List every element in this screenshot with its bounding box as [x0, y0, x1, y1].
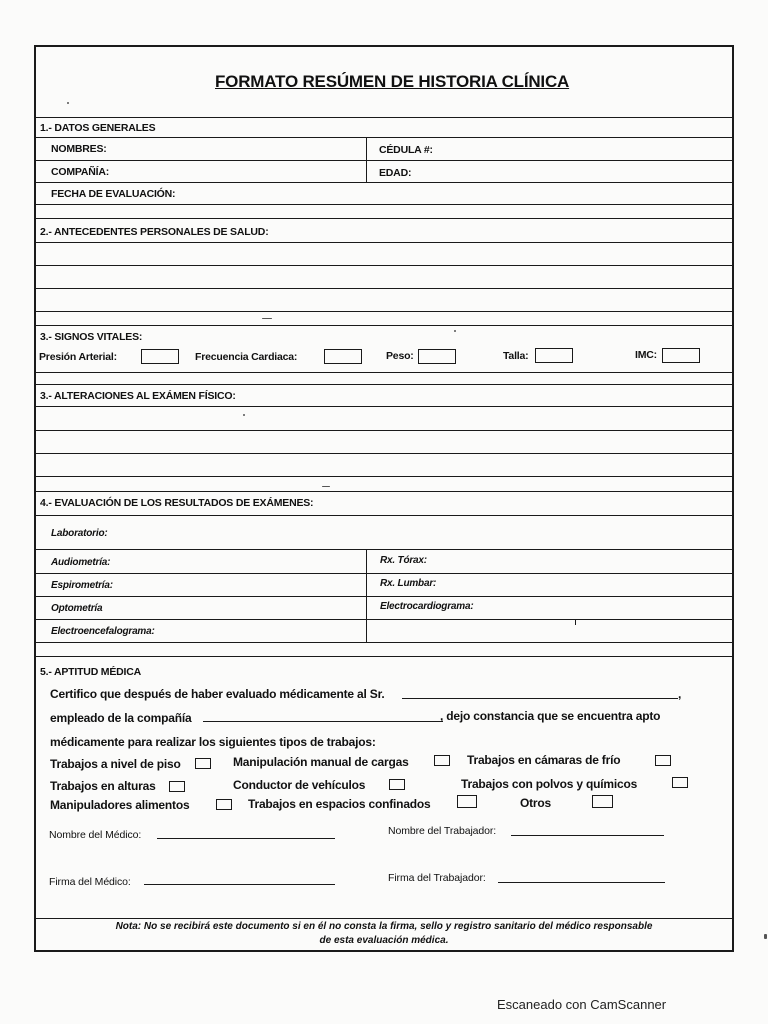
firma-trabajador-label: Firma del Trabajador:: [388, 872, 486, 884]
job-camaras-label: Trabajos en cámaras de frío: [467, 753, 621, 767]
job-conductor-label: Conductor de vehículos: [233, 778, 366, 792]
firma-medico-blank[interactable]: [144, 884, 335, 885]
presion-arterial-field[interactable]: [141, 349, 179, 364]
divider: [35, 656, 734, 657]
job-conductor-checkbox[interactable]: [389, 779, 405, 790]
job-alimentos-checkbox[interactable]: [216, 799, 232, 810]
rx-torax-label: Rx. Tórax:: [380, 555, 427, 566]
note-line-1: Nota: No se recibirá este documento si en él no consta la firma, sello y registro sanitario del médico responsable: [115, 921, 653, 932]
imc-field[interactable]: [662, 348, 700, 363]
divider: [35, 453, 734, 454]
optometria-label: Optometría: [51, 603, 103, 614]
divider: [35, 384, 734, 385]
firma-trabajador-blank[interactable]: [498, 882, 665, 883]
divider: [35, 242, 734, 243]
scan-speck: [243, 414, 245, 416]
divider: [35, 204, 734, 205]
scan-speck: [67, 102, 69, 104]
espirometria-label: Espirometría:: [51, 580, 113, 591]
divider: [35, 325, 734, 326]
scanner-watermark: Escaneado con CamScanner: [497, 997, 667, 1012]
note-line-2: de esta evaluación médica.: [319, 935, 449, 946]
divider: [35, 430, 734, 431]
divider: [35, 406, 734, 407]
compania-blank[interactable]: [203, 721, 443, 722]
job-piso-label: Trabajos a nivel de piso: [50, 757, 181, 771]
nombre-medico-label: Nombre del Médico:: [49, 829, 142, 841]
nombres-label: NOMBRES:: [51, 143, 107, 155]
column-divider: [575, 619, 576, 625]
scan-speck: [454, 330, 456, 332]
section-3b-heading: 3.- ALTERACIONES AL EXÁMEN FÍSICO:: [40, 390, 236, 402]
scan-speck: [764, 934, 767, 939]
rx-lumbar-label: Rx. Lumbar:: [380, 578, 437, 589]
job-manipulacion-label: Manipulación manual de cargas: [233, 755, 409, 769]
nombre-trabajador-blank[interactable]: [511, 835, 664, 836]
section-3-heading: 3.- SIGNOS VITALES:: [40, 331, 143, 343]
constancia-text: , dejo constancia que se encuentra apto: [440, 709, 661, 723]
section-4-heading: 4.- EVALUACIÓN DE LOS RESULTADOS DE EXÁMENES:: [40, 497, 314, 509]
divider: [35, 372, 734, 373]
fecha-evaluacion-label: FECHA DE EVALUACIÓN:: [51, 188, 176, 200]
audiometria-label: Audiometría:: [51, 557, 111, 568]
job-manipulacion-checkbox[interactable]: [434, 755, 450, 766]
compania-label: COMPAÑÍA:: [51, 166, 110, 178]
certifico-text: Certifico que después de haber evaluado médicamente al Sr.: [50, 687, 385, 701]
job-camaras-checkbox[interactable]: [655, 755, 671, 766]
firma-medico-label: Firma del Médico:: [49, 876, 131, 888]
divider: [35, 619, 734, 620]
divider: [35, 549, 734, 550]
divider: [35, 265, 734, 266]
divider: [35, 642, 734, 643]
divider: [35, 288, 734, 289]
imc-label: IMC:: [635, 349, 657, 361]
job-polvos-label: Trabajos con polvos y químicos: [461, 777, 638, 791]
presion-arterial-label: Presión Arterial:: [39, 351, 117, 363]
column-divider: [366, 137, 367, 182]
scan-speck: [322, 486, 330, 487]
divider: [35, 573, 734, 574]
page-title: FORMATO RESÚMEN DE HISTORIA CLÍNICA: [215, 72, 570, 91]
electrocardiograma-label: Electrocardiograma:: [380, 601, 474, 612]
peso-field[interactable]: [418, 349, 456, 364]
section-2-heading: 2.- ANTECEDENTES PERSONALES DE SALUD:: [40, 226, 269, 238]
divider: [35, 476, 734, 477]
medicamente-text: médicamente para realizar los siguientes tipos de trabajos:: [50, 735, 376, 749]
section-5-heading: 5.- APTITUD MÉDICA: [40, 666, 142, 678]
job-confinados-label: Trabajos en espacios confinados: [248, 797, 431, 811]
divider: [35, 160, 734, 161]
divider: [35, 311, 734, 312]
job-confinados-checkbox[interactable]: [457, 795, 477, 808]
peso-label: Peso:: [386, 350, 414, 362]
job-piso-checkbox[interactable]: [195, 758, 211, 769]
divider: [35, 491, 734, 492]
job-alturas-checkbox[interactable]: [169, 781, 185, 792]
divider: [35, 918, 734, 919]
frecuencia-cardiaca-label: Frecuencia Cardiaca:: [195, 351, 298, 363]
divider: [35, 596, 734, 597]
divider: [35, 182, 734, 183]
nombre-sr-blank[interactable]: [402, 698, 678, 699]
divider: [35, 117, 734, 118]
job-alimentos-label: Manipuladores alimentos: [50, 798, 190, 812]
section-1-heading: 1.- DATOS GENERALES: [40, 122, 156, 134]
job-alturas-label: Trabajos en alturas: [50, 779, 156, 793]
column-divider: [366, 549, 367, 642]
nombre-trabajador-label: Nombre del Trabajador:: [388, 825, 497, 837]
comma-text: ,: [678, 687, 682, 701]
job-otros-checkbox[interactable]: [592, 795, 613, 808]
talla-field[interactable]: [535, 348, 573, 363]
electroencefalograma-label: Electroencefalograma:: [51, 626, 155, 637]
job-otros-label: Otros: [520, 796, 552, 810]
scan-speck: [262, 318, 272, 319]
cedula-label: CÉDULA #:: [379, 144, 433, 156]
edad-label: EDAD:: [379, 167, 412, 179]
nombre-medico-blank[interactable]: [157, 838, 335, 839]
job-polvos-checkbox[interactable]: [672, 777, 688, 788]
divider: [35, 515, 734, 516]
laboratorio-label: Laboratorio:: [51, 528, 108, 539]
divider: [35, 218, 734, 219]
empleado-text: empleado de la compañía: [50, 711, 192, 725]
frecuencia-cardiaca-field[interactable]: [324, 349, 362, 364]
divider: [35, 137, 734, 138]
talla-label: Talla:: [503, 350, 529, 362]
